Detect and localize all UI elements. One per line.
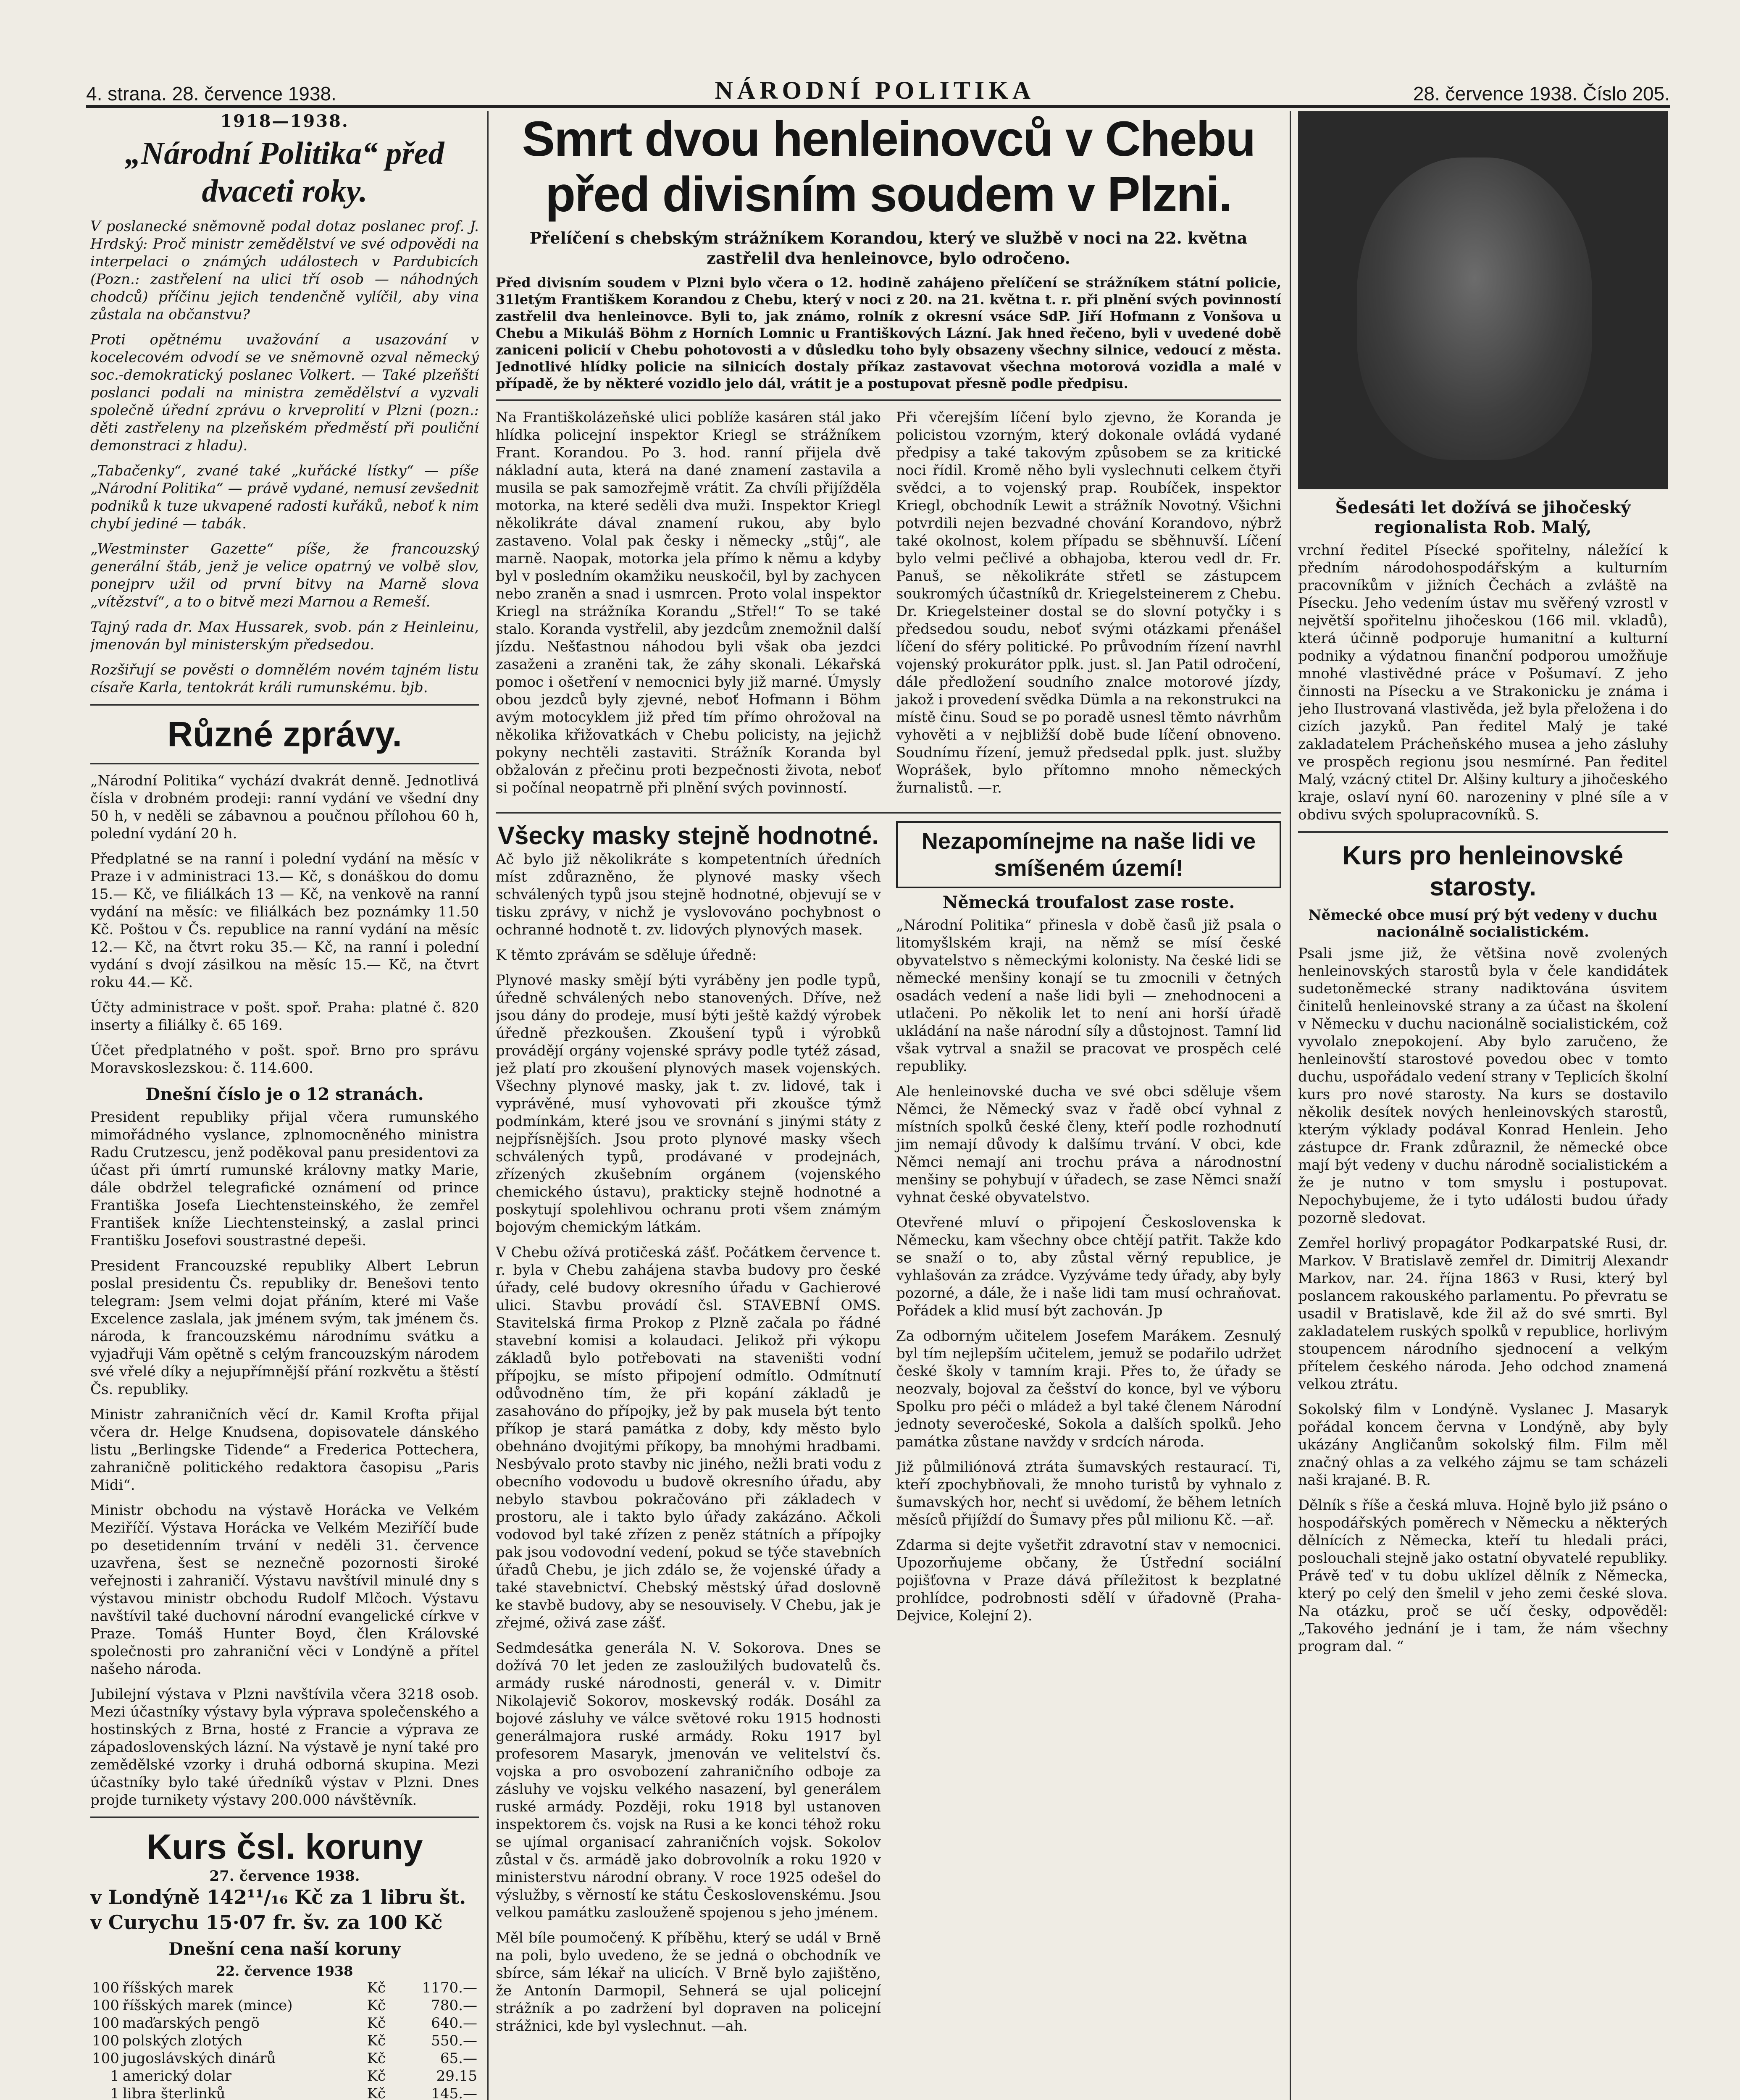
right-paragraph: Dělník s říše a česká mluva. Hojně bylo již psáno o hospodářských poměrech v Německu a některých dělnících z Německa, kteří tu hledali práci, poslouchali stejně jako ostatní obyvatelé republiky. Právě teď v tu dobu uklízel dělník z Německa, který po celý den šmelil v jeho zemi české slova. Na otázku, proč se učí česky, odpověděl: „Takového jednání je i tam, že nám všechny program dal. “ [1298, 1497, 1668, 1655]
news-paragraph: Již půlmiliónová ztráta šumavských restaurací. Ti, kteří zpochybňovali, že mnoho turistů by vyhnalo z šumavských hor, nechť si uvědomí, že během letních měsíců přijíždí do Šumavy přes půl milionu Kč. —ař. [896, 1459, 1281, 1528]
divider [496, 399, 1281, 401]
masky-paragraph: Plynové masky smějí býti vyráběny jen podle typů, úředně schválených nebo stanovených. Dříve, než jsou dány do prodeje, musí býti ještě každý výrobek úředně přezkoušen. Zkoušení typů i výrobků provádějí orgány vojenské správy podle tytéž zásad, jež platí pro zkoušení plynových masek vojenských. Všechny plynové masky, jak t. zv. lidové, tak i vyprávěné, musí vyhovovati při zkoušce týmž podmínkám, které jsou ve srovnání s jinými státy z nejpřísnějších. Jsou proto plynové masky všech schválených typů, prodávané v prodejnách, zřízených zkušebním orgánem (vojenského chemického ústavu), prakticky stejně hodnotné a poskytují spolehlivou ochranu proti všem známým bojovým chemickým látkám. [496, 972, 881, 1236]
lower-right-col [896, 821, 1281, 2042]
ruzne-title: Různé zprávy. [167, 714, 402, 754]
nezapominejme-title: Nezapomínejme na naše lidi ve smíšeném území! [896, 821, 1281, 888]
column-rule [1290, 111, 1291, 2100]
rate-value: 29.15 [436, 2068, 477, 2084]
dnesni-cislo: Dnešní číslo je o 12 stranách. [145, 1084, 424, 1104]
main-paragraph: Při včerejším líčení bylo zjevno, že Koranda je policistou vzorným, který dokonale ovládá vydané předpisy a také takovým způsobem se za kritické noci řídil. Kromě něho byli vyslechnuti celkem čtyři svědci, a to vojenský prap. Roubíček, inspektor Kriegl, obchodník Lewit a strážník Novotný. Všichni potvrdili nejen bezvadné chování Korandovo, nýbrž také okolnost, kolem případu se sběhnuvší. Líčení bylo velmi pečlivé a obhajoba, kterou vedl dr. Fr. Panuš, se několikráte střetl se zástupcem soukromých účastníků dr. Kriegelsteinerem z Chebu. Dr. Kriegelsteiner dostal se do slovní potyčky i s předsedou soudu, neboť svými otázkami přenášel líčení do sféry politické. Po průvodním řízení navrhl vojenský prokurátor pplk. just. sl. Jan Patil odročení, dále předložení soudního znalce motorové jízdy, jakož i provedení svědka Dümla a na rekonstrukci na místě činu. Soud se po poradě usnesl těmto návrhům vyhověti a v nejbližší době bude líčení obnoveno. Soudnímu řízení, jemuž předsedal pplk. just. služby Woprášek, bylo přítomno mnoho německých žurnalistů. —r. [896, 409, 1281, 796]
header-right: 28. července 1938. Číslo 205. [1413, 83, 1670, 105]
right-paragraph: Sokolský film v Londýně. Vyslanec J. Masaryk pořádal koncem června v Londýně, aby byly ukázány Angličanům sokolský film. Film měl značný ohlas a za velkého zájmu se tam scházeli naši krajané. B. R. [1298, 1401, 1668, 1488]
nezapominejme-paragraph: Ale henleinovské ducha ve své obci sděluje všem Němci, že Německý svaz v řadě obcí vyhnal z místních spolků české členy, kteří podle rozhodnutí jim nemají důvody k dalšímu trvání. V obci, kde Němci nemají ani trochu práva a národnostní menšiny se pohybují v úřadech, se zase Němci snaží vyhnat české obyvatelstvo. [896, 1083, 1281, 1206]
rate-amount: 100 [92, 1997, 119, 2014]
main-lead: Před divisním soudem v Plzni bylo včera o 12. hodině zahájeno přelíčení se strážníkem státní policie, 31letým Františkem Korandou z Chebu, který v noci z 20. na 21. května t. r. při plnění svých povinností zastřelil dva henleinovce. Byli to, jak známo, rolník z okresní vsáce SdP. Jiří Hofmann z Vonšova u Chebu a Mikuláš Böhm z Horních Lomnic u Františkových Lázní. Jak hned řečeno, byli v uvedené době zaniceni policií v Chebu pohotovosti a v důsledku toho byly obsazeny všechny silnice, vedoucí z města. Jednotlivé hlídky policie na silnicích dostaly příkaz zastavovat všechna motorová vozidla a malé v případě, že by některé vozidlo jelo dál, vrátit je a postupovat přesně podle předpisu. [496, 275, 1281, 391]
rate-amount: 100 [92, 2032, 119, 2049]
rate-row [90, 2085, 479, 2100]
masky-paragraph: Ač bylo již několikráte s kompetentních úředních míst zdůrazněno, že plynové masky všech schválených typů jsou stejně hodnotné, objevují se v tisku zprávy, v nichž je vyslovováno pochybnost o ochranné hodnotě t. zv. lidových plynových masek. [496, 851, 881, 938]
rate-kc: Kč [367, 1979, 386, 1996]
main-two-cols [496, 409, 1281, 804]
rate-kc: Kč [367, 2015, 386, 2032]
column-main [496, 111, 1281, 2100]
rate-currency-name: polských zlotých [122, 2032, 243, 2049]
right-paragraph: Psali jsme již, že většina nově zvolených henleinovských starostů byla v čele kandidátek sudetoněmecké strany nadiktována úsvitem činitelů henleinovské strany a za účast na školení v Německu v duchu nacionálně socialistickém, což vyvolalo znepokojení. Aby bylo zaručeno, že henleinovští starostové povedou obec v tomto duchu, uspořádalo vedení strany v Teplicích školní kurs pro nové starosty. Na kurs se dostavilo několik desítek nových henleinovských starostů, kterým výklady podával Konrad Henlein. Jeho zástupce dr. Frank zdůraznil, že německé obce mají být vedeny v duchu národně socialistickém a že je nutno v tom smyslu i postupovat. Nepochybujeme, že i tyto události budou úřady pozorně sledovat. [1298, 945, 1668, 1226]
history-paragraph: „Tabačenky“, zvané také „kuřácké lístky“ — píše „Národní Politika“ — právě vydané, nemusí zevšednit podniků k tuze ukvapené radosti kuřáků, neboť k nim chybí jediné — tabák. [90, 462, 479, 532]
portrait-face [1357, 158, 1592, 460]
portrait-photo [1298, 111, 1668, 489]
rate-value: 1170.— [422, 1979, 477, 1996]
column-right [1298, 111, 1668, 2100]
rate-value: 780.— [431, 1997, 477, 2014]
rate-currency-name: jugoslávských dinárů [122, 2050, 276, 2067]
rate-row [90, 2050, 479, 2067]
divider [90, 763, 479, 764]
news-paragraph: Ministr zahraničních věcí dr. Kamil Krofta přijal včera dr. Helge Knudsena, dopisovatele dánského listu „Berlingske Tidende“ a Frederica Pottechera, zahraničně politického redaktora časopisu „Paris Midi“. [90, 1406, 479, 1494]
rate-amount: 100 [92, 1979, 119, 1996]
years-label: 1918—1938. [220, 111, 349, 131]
page-header [86, 76, 1670, 108]
kurs-koruny-title: Kurs čsl. koruny [146, 1827, 423, 1866]
rate-value: 65.— [440, 2050, 477, 2067]
maly-paragraph: vrchní ředitel Písecké spořitelny, náležící k předním národohospodářským a kulturním pracovníkům v jižních Čechách a zvláště na Písecku. Jeho vedením ústav mu svěřený vzrostl v největší spořitelnu jihočeskou (166 mil. vkladů), která účinně podporuje humanitní a kulturní podniky a výdatnou finanční podporou umožňuje mnohé vlastivědné práce v Pošumaví. Z jeho činnosti na Písecku a ve Strakonicku je známa i jeho Ilustrovaná vlastivěda, jež byla přeložena i do cizích jazyků. Pan ředitel Malý je také zakladatelem Prácheňského musea a jeho zásluhy ve prospěch regionu jsou nesmírné. Pan ředitel Malý, vzácný ctitel Dr. Alšiny kultury a jihočeského kraje, oslaví nyní 60. narozeniny v plné síle a v obdivu svých spolupracovníků. S. [1298, 542, 1668, 823]
rate-row [90, 2014, 479, 2032]
section-title-20-years: „Národní Politika“ před dvaceti roky. [125, 136, 444, 209]
news-paragraph: Za odborným učitelem Josefem Marákem. Zesnulý byl tím nejlepším učitelem, jemuž se podařilo udržet české školy v tamním kraji. Přes to, že úřady se neozvaly, bojoval za češství do konce, byl ve výboru Spolku pro péči o mládež a byl také členem Národní jednoty severočeské, Sokola a dalších spolků. Jeho památka zůstane navždy v srdcích národa. [896, 1328, 1281, 1450]
kurs-date: 27. července 1938. [209, 1868, 360, 1885]
rate-row [90, 2032, 479, 2050]
rate-currency-name: libra šterlinků [122, 2085, 226, 2100]
main-right-col [896, 409, 1281, 804]
cheb-paragraph: Sedmdesátka generála N. V. Sokorova. Dnes se dožívá 70 let jeden ze zasloužilých budovatelů čs. armády ruské národnosti, generál v. v. Dimitr Nikolajevič Sokorov, moskevský rodák. Dosáhl za bojové zásluhy ve válce světové roku 1915 hodnosti generálmajora ruské armády. Roku 1917 byl profesorem Masaryk, jmenován ve velitelství čs. vojska a pro osvobození zahraničního odboje za zásluhy ve vojsku velkého nasazení, byl generálem ruské armády. Později, roku 1918 byl ustanoven inspektorem čs. vojsk na Rusi a ke konci téhož roku se ujímal organisací zahraničních vojsk. Sokolov zůstal v čs. armádě jako dobrovolník a roku 1920 v ministerstvu národní obrany. V roce 1925 odešel do výslužby, s věrností ke státu Československému. Jsou velkou památku zaslouženě spojenou s jeho jménem. [496, 1640, 881, 1921]
main-headline-2: před divisním soudem v Plzni. [545, 167, 1232, 222]
history-paragraph: Rozšiřují se pověsti o domnělém novém tajném listu císaře Karla, tentokrát králi rumunskému. bjb. [90, 662, 479, 696]
rate-kc: Kč [367, 2050, 386, 2067]
ruzne-paragraph: Účet předplatného v pošt. spoř. Brno pro správu Moravskoslezskou: č. 114.600. [90, 1042, 479, 1076]
lower-two-cols [496, 821, 1281, 2042]
rate-currency-name: říšských marek [122, 1979, 233, 1996]
history-paragraph: Proti opětnému uvažování a usazování v kocelecovém odvodí se ve sněmovně ozval německý soc.-demokratický poslanec Volkert. — Také plzeňští poslanci podali na ministra zemědělství a vyzvali společně úřední zprávu o krveprolití v Plzni (pozn.: děti zastřeleny na plzeňském předměstí při pouliční demonstraci z hladu). [90, 331, 479, 454]
history-paragraph: Tajný rada dr. Max Hussarek, svob. pán z Heinleinu, jmenován byl ministerským předsedou. [90, 619, 479, 653]
rate-row [90, 2067, 479, 2085]
nezapominejme-paragraph: Otevřené mluví o připojení Československa k Německu, kam všechny obce chtějí patřit. Takže kdo se snaží o to, aby zůstal věrný republice, je vyhlašován za zrádce. Vyzýváme tedy úřady, aby byly pozorné, a dále, že i naše lidi tam musí ochraňovat. Pořádek a klid musí být zachován. Jp [896, 1214, 1281, 1319]
news-paragraph: President republiky přijal včera rumunského mimořádného vyslance, zplnomocněného ministra Radu Crutzescu, jenž poděkoval panu presidentovi za účast při úmrtí rumunské královny matky Marie, dále obdržel telegrafické oznámení od prince Františka Josefa Liechtensteinského, že zemřel František kníže Liechtensteinský, a zaslal princi Františku Josefovi soustrastné depeši. [90, 1109, 479, 1249]
history-paragraph: „Westminster Gazette“ píše, že francouzský generální štáb, jenž je velice opatrný ve volbě slov, ponejprv užil od první bitvy na Marně slova „vítězství“, a to o bitvě mezi Marnou a Remeší. [90, 541, 479, 610]
rate-kc: Kč [367, 1997, 386, 2014]
divider [90, 704, 479, 706]
rate-kc: Kč [367, 2068, 386, 2084]
kurs-london: v Londýně 142¹¹/₁₆ Kč za 1 libru št. [90, 1886, 466, 1908]
rate-row [90, 1979, 479, 1997]
rate-kc: Kč [367, 2032, 386, 2049]
cheb-paragraph: Měl bíle poumočený. K příběhu, který se udál v Brně na poli, bylo uvedeno, že se jedná o obchodník ve sbírce, sám lékař na ulicích. V Brně bylo zajištěno, že Antonín Darmopil, Sehnerá se ujal policejní strážník a po zadržení byl dopraven na policejní strážnici, kde byl vyslechnut. —ah. [496, 1929, 881, 2034]
rate-kc: Kč [367, 2085, 386, 2100]
ruzne-paragraph: Účty administrace v pošt. spoř. Praha: platné č. 820 inserty a filiálky č. 65 169. [90, 999, 479, 1034]
nezapominejme-paragraph: „Národní Politika“ přinesla v době časů již psala o litomyšlském kraji, na němž se mísí české obyvatelstvo s německými kolonisty. Na české lidi se německé menšiny konají se tu zmocnili v četných osadách vedení a naše lidi byli — znehodnoceni a utlačeni. Po několik let to není ani horší úřadě ukládání na naše národní síly a důstojnost. Tamní lid však vytrval a snažil se pracovat ve prospěch celé republiky. [896, 917, 1281, 1075]
rate-value: 145.— [431, 2085, 477, 2100]
kurs-starosty-title: Kurs pro henleinovské starosty. [1342, 841, 1624, 901]
rate-currency-name: maďarských pengö [122, 2015, 260, 2032]
column-rule [487, 111, 489, 2100]
divider [496, 812, 1281, 814]
news-paragraph: Ministr obchodu na výstavě Horácka ve Velkém Meziříčí. Výstava Horácka ve Velkém Meziříčí bude po desetidenním trvání v neděli 31. července uzavřena, šest se neznečně pozornosti široké veřejnosti i zahraničí. Výstavu navštívil minulé dny s výstavou ministr obchodu Rudolf Mlčoch. Výstavu navštívil také duchovní národní evangelické církve v Praze. Tomáš Hunter Boyd, člen Královské společnosti pro zahraniční věci v Londýně a přítel našeho národa. [90, 1502, 479, 1677]
masthead: NÁRODNÍ POLITIKA [715, 76, 1035, 104]
rate-value: 550.— [431, 2032, 477, 2049]
divider [1298, 831, 1668, 833]
lower-left-col [496, 821, 881, 2042]
ruzne-paragraph: „Národní Politika“ vychází dvakrát denně. Jednotlivá čísla v drobném prodeji: ranní vydání ve všední dny 50 h, v neděli se zábavnou a poučnou přílohou 60 h, polední vydání 20 h. [90, 772, 479, 842]
history-paragraphs [90, 218, 479, 696]
header-left: 4. strana. 28. července 1938. [86, 83, 336, 105]
photo-caption: Šedesáti let dožívá se jihočeský regionalista Rob. Malý, [1335, 498, 1631, 537]
main-headline-1: Smrt dvou henleinovců v Chebu [522, 111, 1255, 167]
kurs-zurich: v Curychu 15·07 fr. šv. za 100 Kč [90, 1911, 443, 1934]
rate-currency-name: americký dolar [122, 2068, 231, 2084]
cheb-paragraph: V Chebu ožívá protičeská zášť. Počátkem července t. r. byla v Chebu zahájena stavba budovy pro české úřady, celé budovy okresního úřadu v Gachierové ulici. Stavbu provádí čsl. STAVEBNÍ OMS. Stavitelská firma Prokop z Plzně začala po řádné stavební komisi a kolaudaci. Jelikož při výkopu základů bylo potřebovati na staveništi vodní přípojku, se místo připojení odmítlo. Odmítnutí odůvodněno tím, že při kopání základů je zasahováno do přípojky, jež by pak musela být tento příkop je stará památka z doby, kdy město bylo obehnáno dvojitými příkopy, ba mnohými hradbami. Nesbývalo proto stavby nic jiného, nežli brati vodu z obecního vodovodu u budově okresního úřadu, aby nebylo stavbou pokračováno při základech v prostoru, ale i takto bylo úřady zakázáno. Ačkoli vodovod byl také zřízen z peněz státních a přípojky pak jsou vodovodní vedení, pokud se týče stavebních úřadů Chebu, je jich zdálo se, že vojenské úřady a také stavebnictví. Chebský městský úřad doslovně ke stavbě budovy, aby se nesouvisely. V Chebu, jak je zřejmé, oživá zase zášť. [496, 1244, 881, 1631]
rate-value: 640.— [431, 2015, 477, 2032]
main-left-col [496, 409, 881, 804]
divider [90, 1816, 479, 1818]
nezapominejme-sub: Německá troufalost zase roste. [942, 892, 1235, 912]
rate-table [90, 1979, 479, 2100]
rate-amount: 1 [110, 2068, 119, 2084]
ruzne-paragraph: Předplatné se na ranní i polední vydání na měsíc v Praze i v administraci 13.— Kč, s donáškou do domu 15.— Kč, ve filiálkách 13 — Kč, na venkově na ranní vydání na měsíc: ve filiálkách bez poznámky 11.50 Kč. Poštou v Čs. republice na ranní vydání na měsíc 12.— Kč, na čtvrt roku 35.— Kč, na ranní i polední vydání s dvojí zásilkou na měsíc 15.— Kč, na čtvrt roku 44.— Kč. [90, 850, 479, 991]
kurs-starosty-sub: Německé obce musí prý být vedeny v duchu nacionálně socialistickém. [1308, 907, 1658, 940]
masky-title: Všecky masky stejně hodnotné. [497, 822, 879, 850]
rate-amount: 100 [92, 2050, 119, 2067]
main-paragraph: Na Františkolázeňské ulici poblíže kasáren stál jako hlídka policejní inspektor Kriegl se strážníkem Frant. Korandou. Po 3. hod. ranní přijela dvě nákladní auta, která na dané znamení zastavila a musila se pak samozřejmě vrátit. Za chvíli přijížděla motorka, na které seděli dva muži. Inspektor Kriegl několikráte dával znamení rukou, aby bylo zastaveno. Volal pak česky i německy „stůj“, ale marně. Naopak, motorka jela přímo k němu a kdyby byl v posledním okamžiku neuskočil, byl by zachycen nebo zraněn a snad i usmrcen. Proto volal inspektor Kriegl na strážníka Korandu „Střel!“ To se také stalo. Koranda vystřelil, aby jezdcům znemožnil další jízdu. Nešťastnou náhodou byli však oba jezdci zasaženi a zraněni tak, že záhy skonali. Lékařská pomoc i ošetření v nemocnici byly již marné. Úmysly obou jezdců byly zjevné, neboť Hofmann i Böhm avým motocyklem již před tím přímo ohrožoval na několika křižovatkách v Chebu policisty, na jejichž pokyny nechtěli zastaviti. Strážník Koranda byl obžalován z přečinu proti bezpečnosti života, neboť si počínal neopatrně při plnění svých povinností. [496, 409, 881, 796]
news-paragraph: Jubilejní výstava v Plzni navštívila včera 3218 osob. Mezi účastníky výstavy byla výprava společenského a hostinských z Brna, hosté z Francie a výprava ze západoslovenských lázní. Na výstavě je nyní také pro zemědělské vzorky i druhá odborná skupina. Mezi účastníky bylo také úředníků výstav v Plzni. Dnes projde turnikety výstavy 200.000 návštěvník. [90, 1686, 479, 1809]
rate-row [90, 1997, 479, 2014]
rate-amount: 1 [110, 2085, 119, 2100]
history-paragraph: V poslanecké sněmovně podal dotaz poslanec prof. J. Hrdský: Proč ministr zemědělství ve své odpovědi na interpelaci o známých událostech v Pardubicích (Pozn.: zastřelení na ulici tří osob — náhodných chodců) příčinu jejich tendenčně vylíčil, aby vina zůstala na občanstvu? [90, 218, 479, 323]
rate-amount: 100 [92, 2015, 119, 2032]
right-paragraph: Zemřel horlivý propagátor Podkarpatské Rusi, dr. Markov. V Bratislavě zemřel dr. Dimitrij Alexandr Markov, nar. 24. října 1863 v Rusi, který byl poslancem rakouského parlamentu. Po převratu se usadil v Bratislavě, kde žil až do své smrti. Byl zakladatelem ruských spolků v republice, horlivým stoupencem národního sjednocení a velkým přítelem českého národa. Jeho odchod znamená velkou ztrátu. [1298, 1235, 1668, 1393]
cena-title: Dnešní cena naší koruny [168, 1939, 401, 1959]
column-left [90, 111, 479, 2100]
news-paragraph: Zdarma si dejte vyšetřit zdravotní stav v nemocnici. Upozorňujeme občany, že Ústřední sociální pojišťovna v Praze dává příležitost k bezplatné prohlídce, podrobnosti sdělí v úřadovně (Praha-Dejvice, Kolejní 2). [896, 1537, 1281, 1624]
masky-paragraph: K těmto zprávám se sděluje úředně: [496, 947, 757, 963]
rate-currency-name: říšských marek (mince) [122, 1997, 293, 2014]
news-paragraph: President Francouzské republiky Albert Lebrun poslal presidentu Čs. republiky dr. Benešovi tento telegram: Jsem velmi dojat přáním, které mi Vaše Excelence zaslala, jak jménem svým, tak jménem čs. národa, k francouzskému národnímu svátku a vyjadřuji Vám opětně s celým francouzským národem své vřelé díky a nejupřímnější přání rozkvětu a štěstí Čs. republiky. [90, 1257, 479, 1398]
cena-date: 22. července 1938 [216, 1963, 353, 1979]
main-subhead: Přelíčení s chebským strážníkem Korandou, který ve službě v noci na 22. května zastřelil dva henleinovce, bylo odročeno. [529, 228, 1248, 268]
